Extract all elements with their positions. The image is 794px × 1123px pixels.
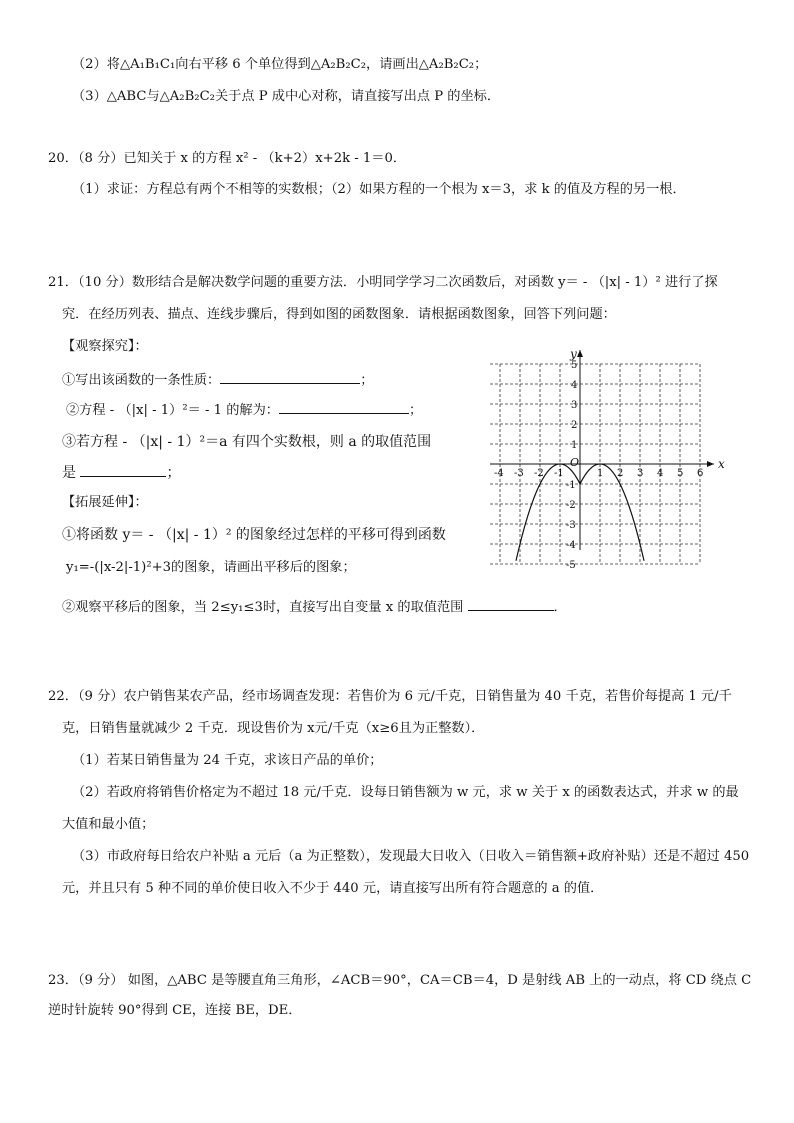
q21-ext2-text: ②观察平移后的图象，当 2≤y₁≤3时，直接写出自变量 x 的取值范围 — [62, 600, 464, 615]
q21-stem-line1: 21．（10 分）数形结合是解决数学问题的重要方法．小明同学学习二次函数后，对函数 y＝ - （|x| - 1）² 进行了探 — [48, 275, 718, 290]
x-tick-label: 3 — [637, 468, 644, 479]
x-tick-label: 1 — [597, 468, 604, 479]
q22-stem-line2: 克，日销售量就减少 2 千克．现设售价为 x元/千克（x≥6且为正整数）． — [62, 721, 485, 736]
q19-part2: （2）将△A₁B₁C₁向右平移 6 个单位得到△A₂B₂C₂，请画出△A₂B₂C₂； — [72, 57, 488, 72]
graph-axes — [490, 350, 714, 550]
y-tick-label: 1 — [571, 440, 578, 451]
x-tick-label: 2 — [617, 468, 624, 479]
q22-part1: （1）若某日销售量为 24 千克，求该日产品的单价； — [72, 753, 383, 768]
q21-ext1-line2: y₁=-(|x-2|-1)²+3的图象，请画出平移后的图象； — [66, 560, 356, 575]
q20-parts: （1）求证：方程总有两个不相等的实数根；（2）如果方程的一个根为 x＝3，求 k 的值及方程的另一根． — [72, 182, 686, 197]
q23-stem-line1: 23．（9 分） 如图，△ABC 是等腰直角三角形，∠ACB＝90°，CA＝CB＝4，D 是射线 AB 上的一动点，将 CD 绕点 C — [48, 973, 752, 988]
x-tick-label: 5 — [677, 468, 684, 479]
x-axis-arrow — [707, 461, 714, 467]
graph-tick-labels — [494, 347, 725, 571]
q21-obs1-end: ； — [360, 373, 374, 388]
q22-part2-line2: 大值和最小值； — [62, 817, 155, 832]
q22-part2-line1: （2）若政府将销售价格定为不超过 18 元/千克．设每日销售额为 w 元，求 w 关于 x 的函数表达式，并求 w 的最 — [72, 785, 739, 800]
y-tick-label: -5 — [566, 560, 576, 571]
q21-stem-line2: 究．在经历列表、描点、连线步骤后，得到如图的函数图象．请根据函数图象，回答下列问题： — [62, 307, 616, 322]
y-tick-label: -1 — [566, 480, 576, 491]
q21-ext2-end: ． — [553, 600, 567, 615]
q21-observe-heading: 【观察探究】： — [62, 339, 148, 354]
x-tick-label: 6 — [697, 468, 704, 479]
q21-obs1 — [62, 370, 373, 390]
q21-obs2-text: ②方程 - （|x| - 1）²＝ - 1 的解为： — [66, 403, 279, 418]
x-tick-label: -2 — [534, 468, 544, 479]
q22-part3-line1: （3）市政府每日给农户补贴 a 元后（a 为正整数），发现最大日收入（日收入＝销售额+政府补贴）还是不超过 450 — [72, 849, 750, 864]
q21-obs1-text: ①写出该函数的一条性质： — [62, 373, 221, 388]
q21-extend-heading: 【拓展延伸】： — [62, 495, 148, 510]
y-axis-arrow — [577, 350, 583, 357]
q21-obs2-blank — [279, 400, 409, 414]
y-tick-label: 2 — [571, 420, 578, 431]
q22-stem-line1: 22．（9 分）农户销售某农产品，经市场调查发现：若售价为 6 元/千克，日销售量为 40 千克，若售价每提高 1 元/千 — [48, 689, 732, 704]
q21-obs3-end: ； — [166, 465, 181, 481]
q21-obs3-line1: ③若方程 - （|x| - 1）²＝a 有四个实数根，则 a 的取值范围 — [62, 434, 432, 450]
q21-obs3-line2 — [62, 463, 180, 482]
y-tick-label: -2 — [566, 500, 576, 511]
function-graph — [490, 330, 740, 580]
x-tick-label: -3 — [514, 468, 524, 479]
q20-stem: 20．（8 分）已知关于 x 的方程 x² - （k+2）x+2k - 1＝0． — [48, 151, 407, 166]
y-tick-label: -4 — [566, 540, 576, 551]
y-axis-label: y — [570, 347, 577, 361]
q21-ext2-blank — [468, 597, 554, 611]
x-tick-label: -1 — [554, 468, 564, 479]
x-axis-label: x — [718, 457, 725, 471]
y-tick-label: 3 — [571, 400, 578, 411]
y-tick-label: 5 — [571, 360, 578, 371]
q19-part3: （3）△ABC与△A₂B₂C₂关于点 P 成中心对称，请直接写出点 P 的坐标． — [72, 89, 501, 104]
x-tick-label: -4 — [494, 468, 504, 479]
y-tick-label: -3 — [566, 520, 576, 531]
x-tick-label: 4 — [657, 468, 664, 479]
q21-obs3-blank — [80, 463, 166, 477]
q21-ext1-line1: ①将函数 y＝ - （|x| - 1）² 的图象经过怎样的平移可得到函数 — [62, 527, 446, 543]
y-tick-label: 4 — [571, 380, 578, 391]
q21-obs3-text: 是 — [62, 465, 76, 481]
q21-obs1-blank — [220, 370, 360, 384]
q21-ext2 — [62, 597, 567, 617]
q22-part3-line2: 元，并且只有 5 种不同的单价使日收入不少于 440 元，请直接写出所有符合题意的 a 的值． — [62, 881, 604, 896]
q23-stem-line2: 逆时针旋转 90°得到 CE，连接 BE，DE． — [48, 1003, 302, 1018]
q21-obs2-end: ； — [408, 403, 423, 418]
origin-label: O — [570, 456, 580, 469]
q21-obs2 — [66, 400, 422, 420]
